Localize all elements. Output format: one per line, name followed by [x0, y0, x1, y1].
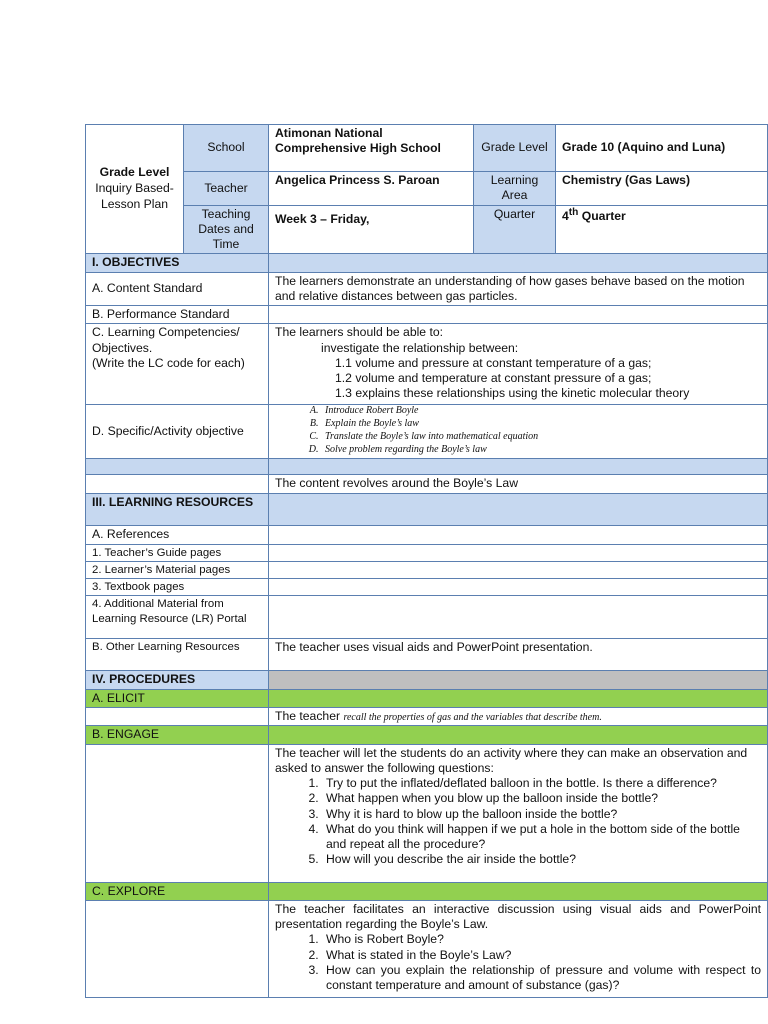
- content-standard-value: The learners demonstrate an understanding of how gases behave based on the motion and relative distances between gas particles.: [269, 272, 768, 306]
- elicit-heading-fill: [269, 689, 768, 707]
- quarter-word: Quarter: [578, 208, 626, 223]
- explore-question: 3. How can you explain the relationship of pressure and volume with respect to constant temperature and amount of substance (gas)?: [322, 963, 761, 994]
- elicit-label-blank: [86, 707, 269, 726]
- grade-level-title-cell: [86, 125, 184, 254]
- engage-question-list: [275, 776, 761, 868]
- grade-label: Grade Level: [474, 125, 556, 172]
- competencies-value: [269, 324, 768, 405]
- engage-heading-fill: [269, 726, 768, 744]
- elicit-value: [269, 707, 768, 726]
- competencies-lead: investigate the relationship between:: [321, 340, 519, 355]
- elicit-heading: A. ELICIT: [86, 689, 269, 707]
- content-label-blank: [86, 475, 269, 494]
- engage-question: 4. What do you think will happen if we put a hole in the bottom side of the bottle and repeat all the procedure?: [322, 822, 761, 853]
- teacher-label: Teacher: [184, 172, 269, 206]
- quarter-sup: th: [568, 206, 579, 218]
- quarter-num: 4: [562, 208, 569, 223]
- explore-heading-fill: [269, 882, 768, 900]
- teacher-value: Angelica Princess S. Paroan: [269, 172, 474, 206]
- procedures-heading: IV. PROCEDURES: [86, 671, 269, 689]
- engage-question: 3. Why it is hard to blow up the balloon inside the bottle?: [322, 807, 761, 822]
- engage-value: [269, 744, 768, 882]
- specific-objective-item: B. Explain the Boyle’s law: [321, 418, 761, 431]
- competency-item: 1.3 explains these relationships using the kinetic molecular theory: [335, 386, 690, 401]
- elicit-text: recall the properties of gas and the variables that describe them.: [343, 711, 602, 723]
- lesson-plan-table: [85, 124, 768, 998]
- textbook-pages-label: 3. Textbook pages: [86, 579, 269, 596]
- tg-pages-value: [269, 544, 768, 561]
- content-value: The content revolves around the Boyle’s Law: [269, 475, 768, 494]
- content-heading-blank: [86, 459, 269, 475]
- engage-question: 5. How will you describe the air inside the bottle?: [322, 852, 761, 867]
- school-label: School: [184, 125, 269, 172]
- teaching-dates-value: Week 3 – Friday,: [269, 205, 474, 254]
- specific-objective-label: D. Specific/Activity objective: [86, 405, 269, 459]
- quarter-label: Quarter: [474, 205, 556, 254]
- specific-objective-value: [269, 405, 768, 459]
- school-value: Atimonan National Comprehensive High School: [269, 125, 474, 172]
- explore-label-blank: [86, 900, 269, 997]
- additional-material-value: [269, 596, 768, 639]
- content-heading-fill: [269, 459, 768, 475]
- references-value: [269, 526, 768, 544]
- explore-intro: The teacher facilitates an interactive discussion using visual aids and PowerPoint presentation regarding the Boyle’s Law.: [275, 901, 761, 931]
- competencies-label: C. Learning Competencies/ Objectives. (Write the LC code for each): [86, 324, 269, 405]
- quarter-value: [556, 205, 768, 254]
- competency-item: 1.1 volume and pressure at constant temperature of a gas;: [335, 355, 652, 370]
- engage-question: 2. What happen when you blow up the balloon inside the bottle?: [322, 791, 761, 806]
- grade-value: Grade 10 (Aquino and Luna): [556, 125, 768, 172]
- grade-level-sub2: Lesson Plan: [100, 197, 169, 212]
- explore-question: 2. What is stated in the Boyle’s Law?: [322, 948, 761, 963]
- textbook-pages-value: [269, 579, 768, 596]
- competency-item: 1.2 volume and temperature at constant pressure of a gas;: [335, 371, 652, 385]
- elicit-lead: The teacher: [275, 708, 344, 723]
- specific-objective-item: D. Solve problem regarding the Boyle’s law: [321, 444, 761, 457]
- tg-pages-label: 1. Teacher’s Guide pages: [86, 544, 269, 561]
- performance-standard-label: B. Performance Standard: [86, 306, 269, 324]
- explore-question: 1. Who is Robert Boyle?: [322, 932, 761, 947]
- other-resources-value: The teacher uses visual aids and PowerPoint presentation.: [269, 639, 768, 671]
- learning-area-label: Learning Area: [474, 172, 556, 206]
- competencies-intro: The learners should be able to:: [275, 325, 444, 340]
- grade-level-sub1: Inquiry Based-: [95, 181, 174, 196]
- content-standard-label: A. Content Standard: [86, 272, 269, 306]
- explore-question-list: [275, 932, 761, 993]
- specific-objective-item: A. Introduce Robert Boyle: [321, 405, 761, 418]
- engage-label-blank: [86, 744, 269, 882]
- specific-objective-item: C. Translate the Boyle’s law into mathematical equation: [321, 431, 761, 444]
- engage-intro: The teacher will let the students do an activity where they can make an observation and asked to answer the following questions:: [275, 745, 748, 775]
- explore-heading: C. EXPLORE: [86, 882, 269, 900]
- grade-level-title: Grade Level: [99, 165, 170, 180]
- references-label: A. References: [86, 526, 269, 544]
- explore-value: [269, 900, 768, 997]
- resources-heading: III. LEARNING RESOURCES: [86, 494, 269, 526]
- lm-pages-label: 2. Learner’s Material pages: [86, 561, 269, 578]
- objectives-heading: I. OBJECTIVES: [86, 254, 269, 272]
- performance-standard-value: [269, 306, 768, 324]
- other-resources-label: B. Other Learning Resources: [86, 639, 269, 671]
- procedures-heading-fill: [269, 671, 768, 689]
- additional-material-label: 4. Additional Material from Learning Resource (LR) Portal: [86, 596, 269, 639]
- engage-heading: B. ENGAGE: [86, 726, 269, 744]
- learning-area-value: Chemistry (Gas Laws): [556, 172, 768, 206]
- lm-pages-value: [269, 561, 768, 578]
- resources-heading-fill: [269, 494, 768, 526]
- engage-question: 1. Try to put the inflated/deflated balloon in the bottle. Is there a difference?: [322, 776, 761, 791]
- objectives-heading-fill: [269, 254, 768, 272]
- specific-objective-list: [275, 405, 761, 456]
- teaching-dates-label: Teaching Dates and Time: [184, 205, 269, 254]
